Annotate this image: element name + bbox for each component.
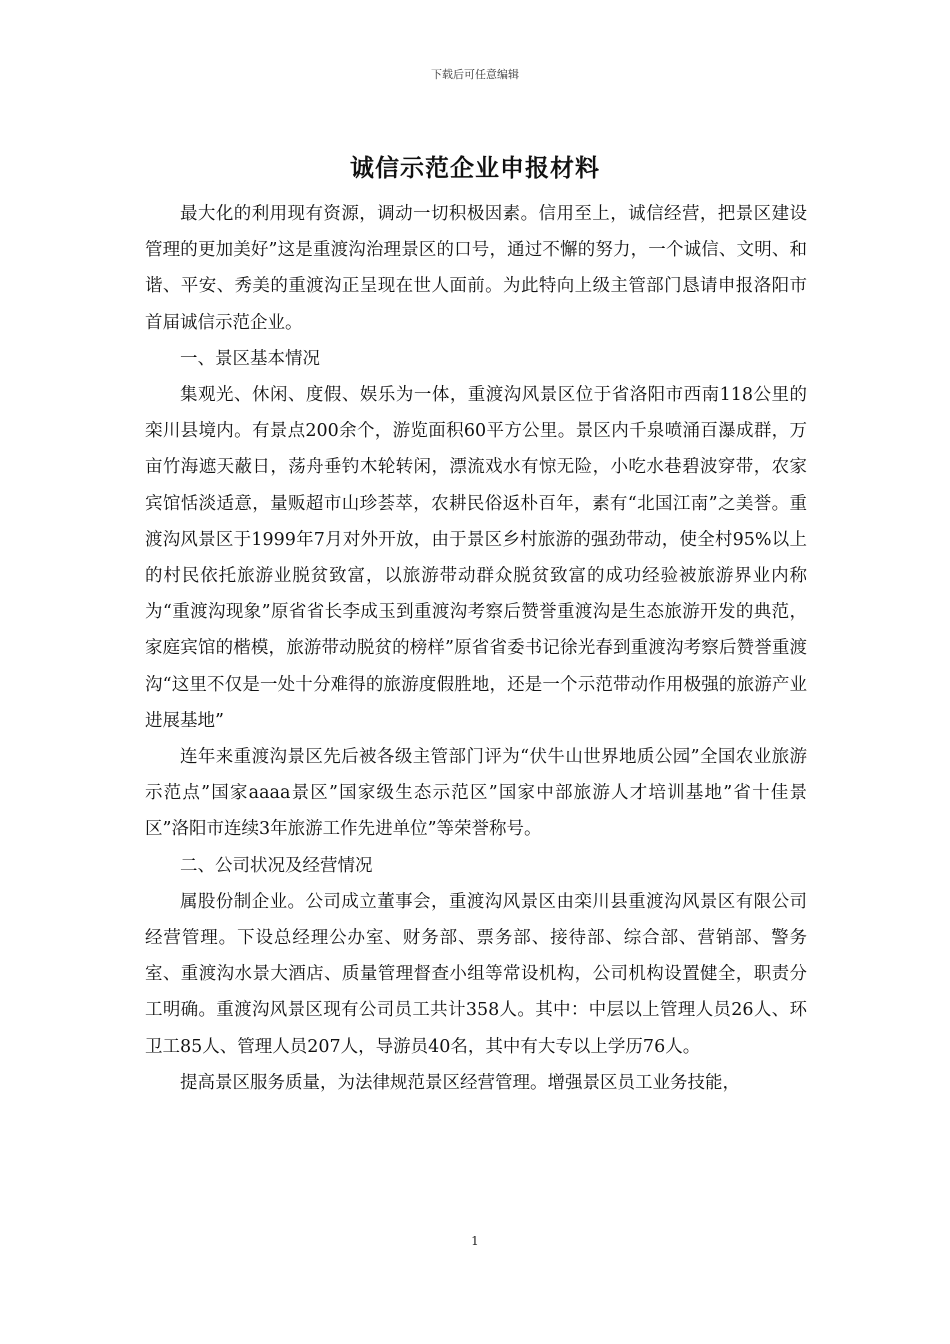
- section-heading-1: 一、景区基本情况: [180, 348, 320, 369]
- paragraph-intro: 最大化的利用现有资源，调动一切积极因素。信用至上，诚信经营，把景区建设管理的更加美好”这是重渡沟治理景区的口号，通过不懈的努力，一个诚信、文明、和谐、平安、秀美的重渡沟正呈现在世人面前。为此特向上级主管部门恳请申报洛阳市首届诚信示范企业。: [145, 204, 807, 333]
- document-title: 诚信示范企业申报材料: [350, 154, 600, 182]
- paragraph-honors: 连年来重渡沟景区先后被各级主管部门评为“伏牛山世界地质公园”全国农业旅游示范点”国家aaaa景区”国家级生态示范区”国家中部旅游人才培训基地”省十佳景区”洛阳市连续3年旅游工作先进单位”等荣誉称号。: [145, 747, 807, 840]
- section-heading-2: 二、公司状况及经营情况: [180, 855, 373, 876]
- paragraph-service: 提高景区服务质量，为法律规范景区经营管理。增强景区员工业务技能，: [180, 1072, 740, 1093]
- paragraph-company: 属股份制企业。公司成立董事会，重渡沟风景区由栾川县重渡沟风景区有限公司经营管理。下设总经理公办室、财务部、票务部、接待部、综合部、营销部、警务室、重渡沟水景大酒店、质量管理督查小组等常设机构，公司机构设置健全，职责分工明确。重渡沟风景区现有公司员工共计358人。其中：中层以上管理人员26人、环卫工85人、管理人员207人，导游员40名，其中有大专以上学历76人。: [145, 891, 807, 1057]
- document-body: [145, 196, 807, 1101]
- paragraph-scenic-overview: 集观光、休闲、度假、娱乐为一体，重渡沟风景区位于省洛阳市西南118公里的栾川县境内。有景点200余个，游览面积60平方公里。景区内千泉喷涌百瀑成群，万亩竹海遮天蔽日，荡舟垂钓木轮转闲，漂流戏水有惊无险，小吃水巷碧波穿带，农家宾馆恬淡适意，量贩超市山珍荟萃，农耕民俗返朴百年，素有“北国江南”之美誉。重渡沟风景区于1999年7月对外开放，由于景区乡村旅游的强劲带动，使全村95%以上的村民依托旅游业脱贫致富，以旅游带动群众脱贫致富的成功经验被旅游界业内称为“重渡沟现象”原省省长李成玉到重渡沟考察后赞誉重渡沟是生态旅游开发的典范，家庭宾馆的楷模，旅游带动脱贫的榜样”原省省委书记徐光春到重渡沟考察后赞誉重渡沟“这里不仅是一处十分难得的旅游度假胜地，还是一个示范带动作用极强的旅游产业进展基地”: [145, 385, 807, 731]
- header-note: 下载后可任意编辑: [431, 68, 519, 81]
- page-number: 1: [471, 1234, 479, 1248]
